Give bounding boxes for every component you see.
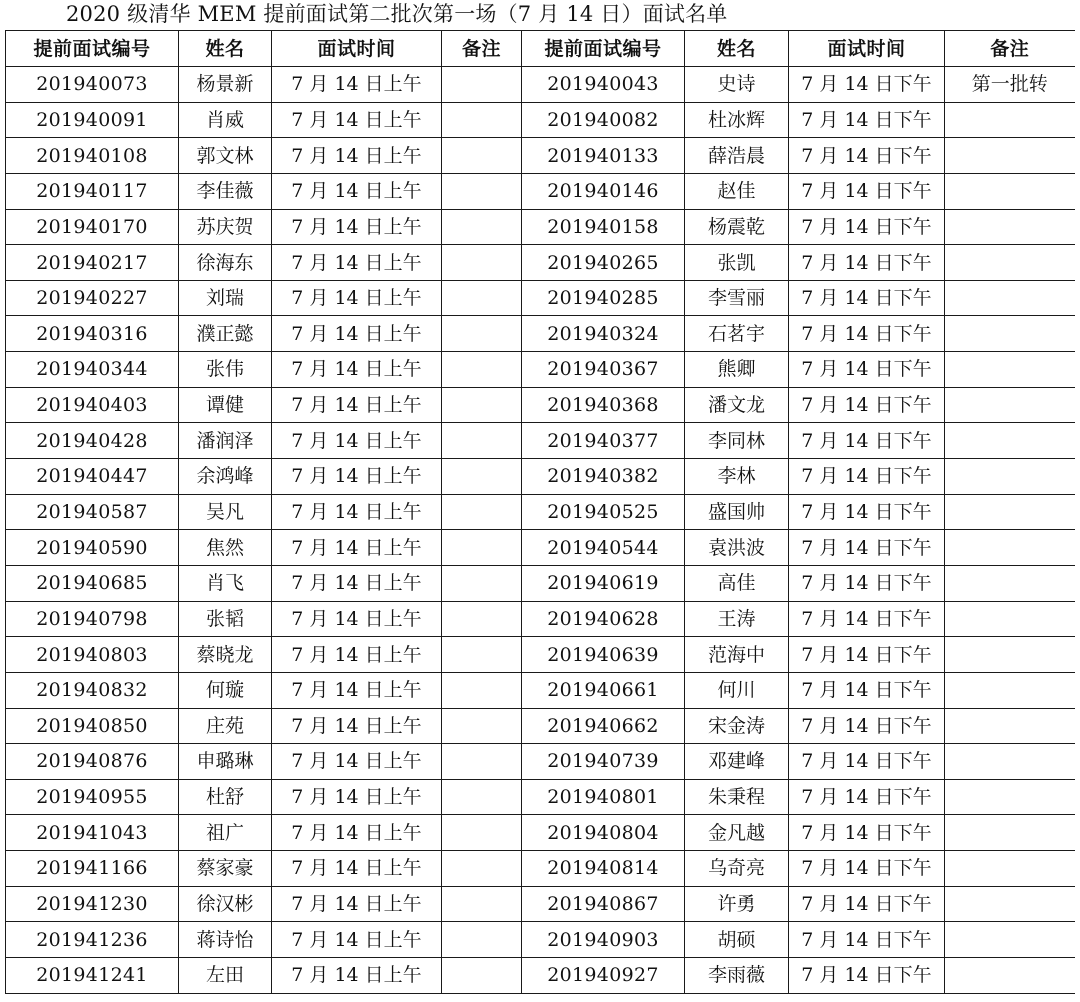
cell-interview-time: 7 月 14 日上午	[272, 672, 442, 708]
cell-name: 张伟	[179, 352, 272, 388]
cell-name-2: 朱秉程	[685, 779, 789, 815]
cell-remarks-2	[945, 886, 1075, 922]
cell-interview-time-2: 7 月 14 日下午	[789, 245, 945, 281]
cell-interview-number-2: 201940382	[522, 459, 685, 495]
cell-interview-time: 7 月 14 日上午	[272, 851, 442, 887]
cell-remarks-2	[945, 494, 1075, 530]
cell-interview-number-2: 201940133	[522, 138, 685, 174]
cell-interview-time: 7 月 14 日上午	[272, 922, 442, 958]
cell-interview-number: 201940117	[6, 173, 179, 209]
cell-interview-time: 7 月 14 日上午	[272, 637, 442, 673]
cell-remarks-2	[945, 922, 1075, 958]
cell-interview-time-2: 7 月 14 日下午	[789, 387, 945, 423]
cell-name-2: 胡硕	[685, 922, 789, 958]
cell-remarks	[442, 851, 522, 887]
cell-interview-number-2: 201940804	[522, 815, 685, 851]
cell-interview-number: 201940227	[6, 280, 179, 316]
table-row	[6, 316, 1075, 352]
cell-remarks	[442, 280, 522, 316]
cell-remarks	[442, 387, 522, 423]
cell-interview-number-2: 201940043	[522, 67, 685, 103]
cell-remarks-2	[945, 138, 1075, 174]
cell-interview-number-2: 201940739	[522, 744, 685, 780]
cell-interview-time-2: 7 月 14 日下午	[789, 102, 945, 138]
cell-remarks	[442, 245, 522, 281]
cell-interview-time: 7 月 14 日上午	[272, 886, 442, 922]
cell-remarks	[442, 530, 522, 566]
cell-remarks	[442, 423, 522, 459]
cell-remarks-2	[945, 280, 1075, 316]
table-header-row	[6, 31, 1075, 67]
table-row	[6, 245, 1075, 281]
cell-remarks-2	[945, 744, 1075, 780]
cell-interview-time-2: 7 月 14 日下午	[789, 316, 945, 352]
cell-remarks-2	[945, 459, 1075, 495]
cell-name: 蔡晓龙	[179, 637, 272, 673]
cell-interview-time-2: 7 月 14 日下午	[789, 423, 945, 459]
cell-remarks-2	[945, 601, 1075, 637]
cell-name-2: 李林	[685, 459, 789, 495]
cell-remarks	[442, 352, 522, 388]
table-row	[6, 958, 1075, 994]
cell-name-2: 薛浩晨	[685, 138, 789, 174]
cell-interview-time: 7 月 14 日上午	[272, 744, 442, 780]
table-row	[6, 922, 1075, 958]
cell-remarks-2	[945, 173, 1075, 209]
cell-interview-number-2: 201940285	[522, 280, 685, 316]
cell-remarks	[442, 672, 522, 708]
cell-interview-number: 201940850	[6, 708, 179, 744]
cell-interview-time: 7 月 14 日上午	[272, 530, 442, 566]
cell-interview-number: 201940685	[6, 565, 179, 601]
cell-remarks-2	[945, 708, 1075, 744]
cell-remarks-2	[945, 672, 1075, 708]
cell-name: 苏庆贺	[179, 209, 272, 245]
table-row	[6, 708, 1075, 744]
table-row	[6, 637, 1075, 673]
cell-interview-time: 7 月 14 日上午	[272, 459, 442, 495]
table-row	[6, 459, 1075, 495]
cell-interview-time-2: 7 月 14 日下午	[789, 494, 945, 530]
cell-name: 余鸿峰	[179, 459, 272, 495]
cell-remarks	[442, 102, 522, 138]
cell-interview-time-2: 7 月 14 日下午	[789, 672, 945, 708]
cell-interview-time: 7 月 14 日上午	[272, 209, 442, 245]
cell-interview-number-2: 201940661	[522, 672, 685, 708]
cell-remarks-2	[945, 352, 1075, 388]
table-row	[6, 67, 1075, 103]
cell-interview-time-2: 7 月 14 日下午	[789, 779, 945, 815]
cell-interview-number: 201940590	[6, 530, 179, 566]
cell-name-2: 盛国帅	[685, 494, 789, 530]
cell-interview-number: 201941166	[6, 851, 179, 887]
cell-remarks	[442, 459, 522, 495]
table-row	[6, 815, 1075, 851]
cell-remarks-2	[945, 209, 1075, 245]
cell-interview-time-2: 7 月 14 日下午	[789, 886, 945, 922]
cell-interview-number-2: 201940662	[522, 708, 685, 744]
cell-interview-number-2: 201940619	[522, 565, 685, 601]
header-interview-time: 面试时间	[272, 31, 442, 67]
cell-interview-number: 201940955	[6, 779, 179, 815]
cell-name-2: 潘文龙	[685, 387, 789, 423]
cell-interview-number-2: 201940639	[522, 637, 685, 673]
cell-interview-time: 7 月 14 日上午	[272, 280, 442, 316]
cell-name: 李佳薇	[179, 173, 272, 209]
cell-interview-number-2: 201940082	[522, 102, 685, 138]
document-title: 2020 级清华 MEM 提前面试第二批次第一场（7 月 14 日）面试名单	[66, 2, 728, 26]
cell-interview-number: 201941043	[6, 815, 179, 851]
cell-remarks	[442, 601, 522, 637]
cell-interview-number-2: 201940324	[522, 316, 685, 352]
cell-name-2: 王涛	[685, 601, 789, 637]
cell-remarks-2	[945, 245, 1075, 281]
cell-remarks-2	[945, 423, 1075, 459]
header-name: 姓名	[179, 31, 272, 67]
table-row	[6, 352, 1075, 388]
cell-name: 肖威	[179, 102, 272, 138]
cell-name: 左田	[179, 958, 272, 994]
cell-remarks-2	[945, 316, 1075, 352]
cell-interview-time-2: 7 月 14 日下午	[789, 637, 945, 673]
table-row	[6, 565, 1075, 601]
cell-name: 吴凡	[179, 494, 272, 530]
cell-interview-number: 201941241	[6, 958, 179, 994]
cell-interview-time-2: 7 月 14 日下午	[789, 209, 945, 245]
cell-interview-number: 201941236	[6, 922, 179, 958]
header-interview-time-2: 面试时间	[789, 31, 945, 67]
cell-interview-number: 201940170	[6, 209, 179, 245]
cell-interview-time-2: 7 月 14 日下午	[789, 601, 945, 637]
table-row	[6, 280, 1075, 316]
cell-name-2: 范海中	[685, 637, 789, 673]
cell-interview-time-2: 7 月 14 日下午	[789, 352, 945, 388]
cell-interview-number-2: 201940368	[522, 387, 685, 423]
cell-remarks-2	[945, 851, 1075, 887]
cell-name: 何璇	[179, 672, 272, 708]
cell-interview-number: 201940108	[6, 138, 179, 174]
cell-interview-number-2: 201940525	[522, 494, 685, 530]
cell-name-2: 张凯	[685, 245, 789, 281]
cell-remarks	[442, 779, 522, 815]
cell-interview-number-2: 201940903	[522, 922, 685, 958]
table-row	[6, 173, 1075, 209]
cell-remarks-2	[945, 102, 1075, 138]
cell-remarks	[442, 886, 522, 922]
cell-name: 杜舒	[179, 779, 272, 815]
cell-interview-time-2: 7 月 14 日下午	[789, 280, 945, 316]
cell-name-2: 石茗宇	[685, 316, 789, 352]
cell-name-2: 杜冰辉	[685, 102, 789, 138]
cell-remarks	[442, 637, 522, 673]
cell-name-2: 李同林	[685, 423, 789, 459]
cell-interview-time: 7 月 14 日上午	[272, 565, 442, 601]
cell-name: 焦然	[179, 530, 272, 566]
cell-name-2: 乌奇亮	[685, 851, 789, 887]
cell-remarks-2: 第一批转	[945, 67, 1075, 103]
cell-interview-time-2: 7 月 14 日下午	[789, 67, 945, 103]
cell-interview-time-2: 7 月 14 日下午	[789, 744, 945, 780]
cell-remarks-2	[945, 387, 1075, 423]
cell-name-2: 宋金涛	[685, 708, 789, 744]
cell-remarks	[442, 922, 522, 958]
table-row	[6, 102, 1075, 138]
table-row	[6, 494, 1075, 530]
cell-name-2: 李雪丽	[685, 280, 789, 316]
header-name-2: 姓名	[685, 31, 789, 67]
cell-interview-number-2: 201940867	[522, 886, 685, 922]
cell-interview-number: 201940403	[6, 387, 179, 423]
cell-name: 祖广	[179, 815, 272, 851]
cell-interview-time: 7 月 14 日上午	[272, 316, 442, 352]
table-body	[6, 67, 1075, 994]
cell-name-2: 赵佳	[685, 173, 789, 209]
cell-interview-number: 201940832	[6, 672, 179, 708]
cell-remarks	[442, 316, 522, 352]
cell-interview-time-2: 7 月 14 日下午	[789, 958, 945, 994]
cell-interview-time-2: 7 月 14 日下午	[789, 708, 945, 744]
cell-name-2: 高佳	[685, 565, 789, 601]
cell-interview-number: 201940091	[6, 102, 179, 138]
table-row	[6, 886, 1075, 922]
cell-interview-number-2: 201940927	[522, 958, 685, 994]
cell-interview-number: 201940316	[6, 316, 179, 352]
cell-remarks	[442, 815, 522, 851]
cell-interview-number-2: 201940158	[522, 209, 685, 245]
cell-remarks	[442, 494, 522, 530]
cell-interview-time: 7 月 14 日上午	[272, 958, 442, 994]
cell-interview-time: 7 月 14 日上午	[272, 352, 442, 388]
cell-name: 蔡家豪	[179, 851, 272, 887]
cell-interview-number-2: 201940628	[522, 601, 685, 637]
cell-name: 濮正懿	[179, 316, 272, 352]
cell-interview-number: 201940344	[6, 352, 179, 388]
cell-interview-time-2: 7 月 14 日下午	[789, 922, 945, 958]
cell-interview-number-2: 201940377	[522, 423, 685, 459]
cell-name-2: 何川	[685, 672, 789, 708]
cell-interview-number: 201940217	[6, 245, 179, 281]
cell-name-2: 李雨薇	[685, 958, 789, 994]
cell-remarks-2	[945, 958, 1075, 994]
cell-name: 申璐琳	[179, 744, 272, 780]
cell-remarks-2	[945, 637, 1075, 673]
table-row	[6, 672, 1075, 708]
table-row	[6, 138, 1075, 174]
cell-interview-number-2: 201940367	[522, 352, 685, 388]
cell-interview-time: 7 月 14 日上午	[272, 601, 442, 637]
cell-interview-number: 201940876	[6, 744, 179, 780]
cell-interview-time: 7 月 14 日上午	[272, 387, 442, 423]
interview-list-table	[5, 30, 1075, 994]
cell-interview-time: 7 月 14 日上午	[272, 138, 442, 174]
cell-interview-number: 201940587	[6, 494, 179, 530]
header-remarks-2: 备注	[945, 31, 1075, 67]
cell-remarks	[442, 67, 522, 103]
cell-interview-number-2: 201940814	[522, 851, 685, 887]
cell-interview-time-2: 7 月 14 日下午	[789, 815, 945, 851]
cell-name: 庄苑	[179, 708, 272, 744]
cell-interview-time-2: 7 月 14 日下午	[789, 851, 945, 887]
cell-name: 郭文林	[179, 138, 272, 174]
cell-remarks	[442, 958, 522, 994]
table-row	[6, 530, 1075, 566]
cell-remarks-2	[945, 530, 1075, 566]
header-interview-number-2: 提前面试编号	[522, 31, 685, 67]
header-interview-number: 提前面试编号	[6, 31, 179, 67]
cell-interview-time: 7 月 14 日上午	[272, 173, 442, 209]
cell-name: 蒋诗怡	[179, 922, 272, 958]
cell-name: 潘润泽	[179, 423, 272, 459]
table-row	[6, 209, 1075, 245]
cell-interview-time-2: 7 月 14 日下午	[789, 459, 945, 495]
table-row	[6, 387, 1075, 423]
cell-name: 刘瑞	[179, 280, 272, 316]
cell-interview-time: 7 月 14 日上午	[272, 494, 442, 530]
cell-remarks	[442, 744, 522, 780]
cell-interview-number-2: 201940544	[522, 530, 685, 566]
cell-interview-time: 7 月 14 日上午	[272, 102, 442, 138]
cell-interview-number: 201940803	[6, 637, 179, 673]
cell-interview-time: 7 月 14 日上午	[272, 708, 442, 744]
cell-interview-number-2: 201940146	[522, 173, 685, 209]
cell-interview-time: 7 月 14 日上午	[272, 423, 442, 459]
cell-interview-time: 7 月 14 日上午	[272, 779, 442, 815]
table-row	[6, 851, 1075, 887]
cell-name: 徐海东	[179, 245, 272, 281]
cell-interview-number: 201940798	[6, 601, 179, 637]
cell-interview-time-2: 7 月 14 日下午	[789, 173, 945, 209]
cell-name-2: 金凡越	[685, 815, 789, 851]
cell-interview-time-2: 7 月 14 日下午	[789, 530, 945, 566]
cell-name-2: 袁洪波	[685, 530, 789, 566]
cell-interview-number: 201940447	[6, 459, 179, 495]
cell-interview-time-2: 7 月 14 日下午	[789, 138, 945, 174]
cell-interview-number: 201940073	[6, 67, 179, 103]
cell-interview-number-2: 201940801	[522, 779, 685, 815]
cell-name: 肖飞	[179, 565, 272, 601]
cell-name: 杨景新	[179, 67, 272, 103]
cell-remarks	[442, 209, 522, 245]
cell-interview-time: 7 月 14 日上午	[272, 815, 442, 851]
cell-name: 谭健	[179, 387, 272, 423]
cell-remarks-2	[945, 779, 1075, 815]
cell-remarks	[442, 708, 522, 744]
table-row	[6, 423, 1075, 459]
cell-interview-time: 7 月 14 日上午	[272, 245, 442, 281]
cell-name-2: 熊卿	[685, 352, 789, 388]
cell-name-2: 史诗	[685, 67, 789, 103]
header-remarks: 备注	[442, 31, 522, 67]
cell-remarks	[442, 173, 522, 209]
cell-remarks-2	[945, 565, 1075, 601]
cell-name: 张韬	[179, 601, 272, 637]
cell-interview-number-2: 201940265	[522, 245, 685, 281]
cell-remarks	[442, 138, 522, 174]
cell-interview-number: 201941230	[6, 886, 179, 922]
table-row	[6, 779, 1075, 815]
table-row	[6, 744, 1075, 780]
cell-remarks-2	[945, 815, 1075, 851]
cell-remarks	[442, 565, 522, 601]
table-row	[6, 601, 1075, 637]
cell-name-2: 许勇	[685, 886, 789, 922]
cell-name-2: 邓建峰	[685, 744, 789, 780]
cell-name: 徐汉彬	[179, 886, 272, 922]
cell-name-2: 杨震乾	[685, 209, 789, 245]
cell-interview-time: 7 月 14 日上午	[272, 67, 442, 103]
cell-interview-number: 201940428	[6, 423, 179, 459]
cell-interview-time-2: 7 月 14 日下午	[789, 565, 945, 601]
